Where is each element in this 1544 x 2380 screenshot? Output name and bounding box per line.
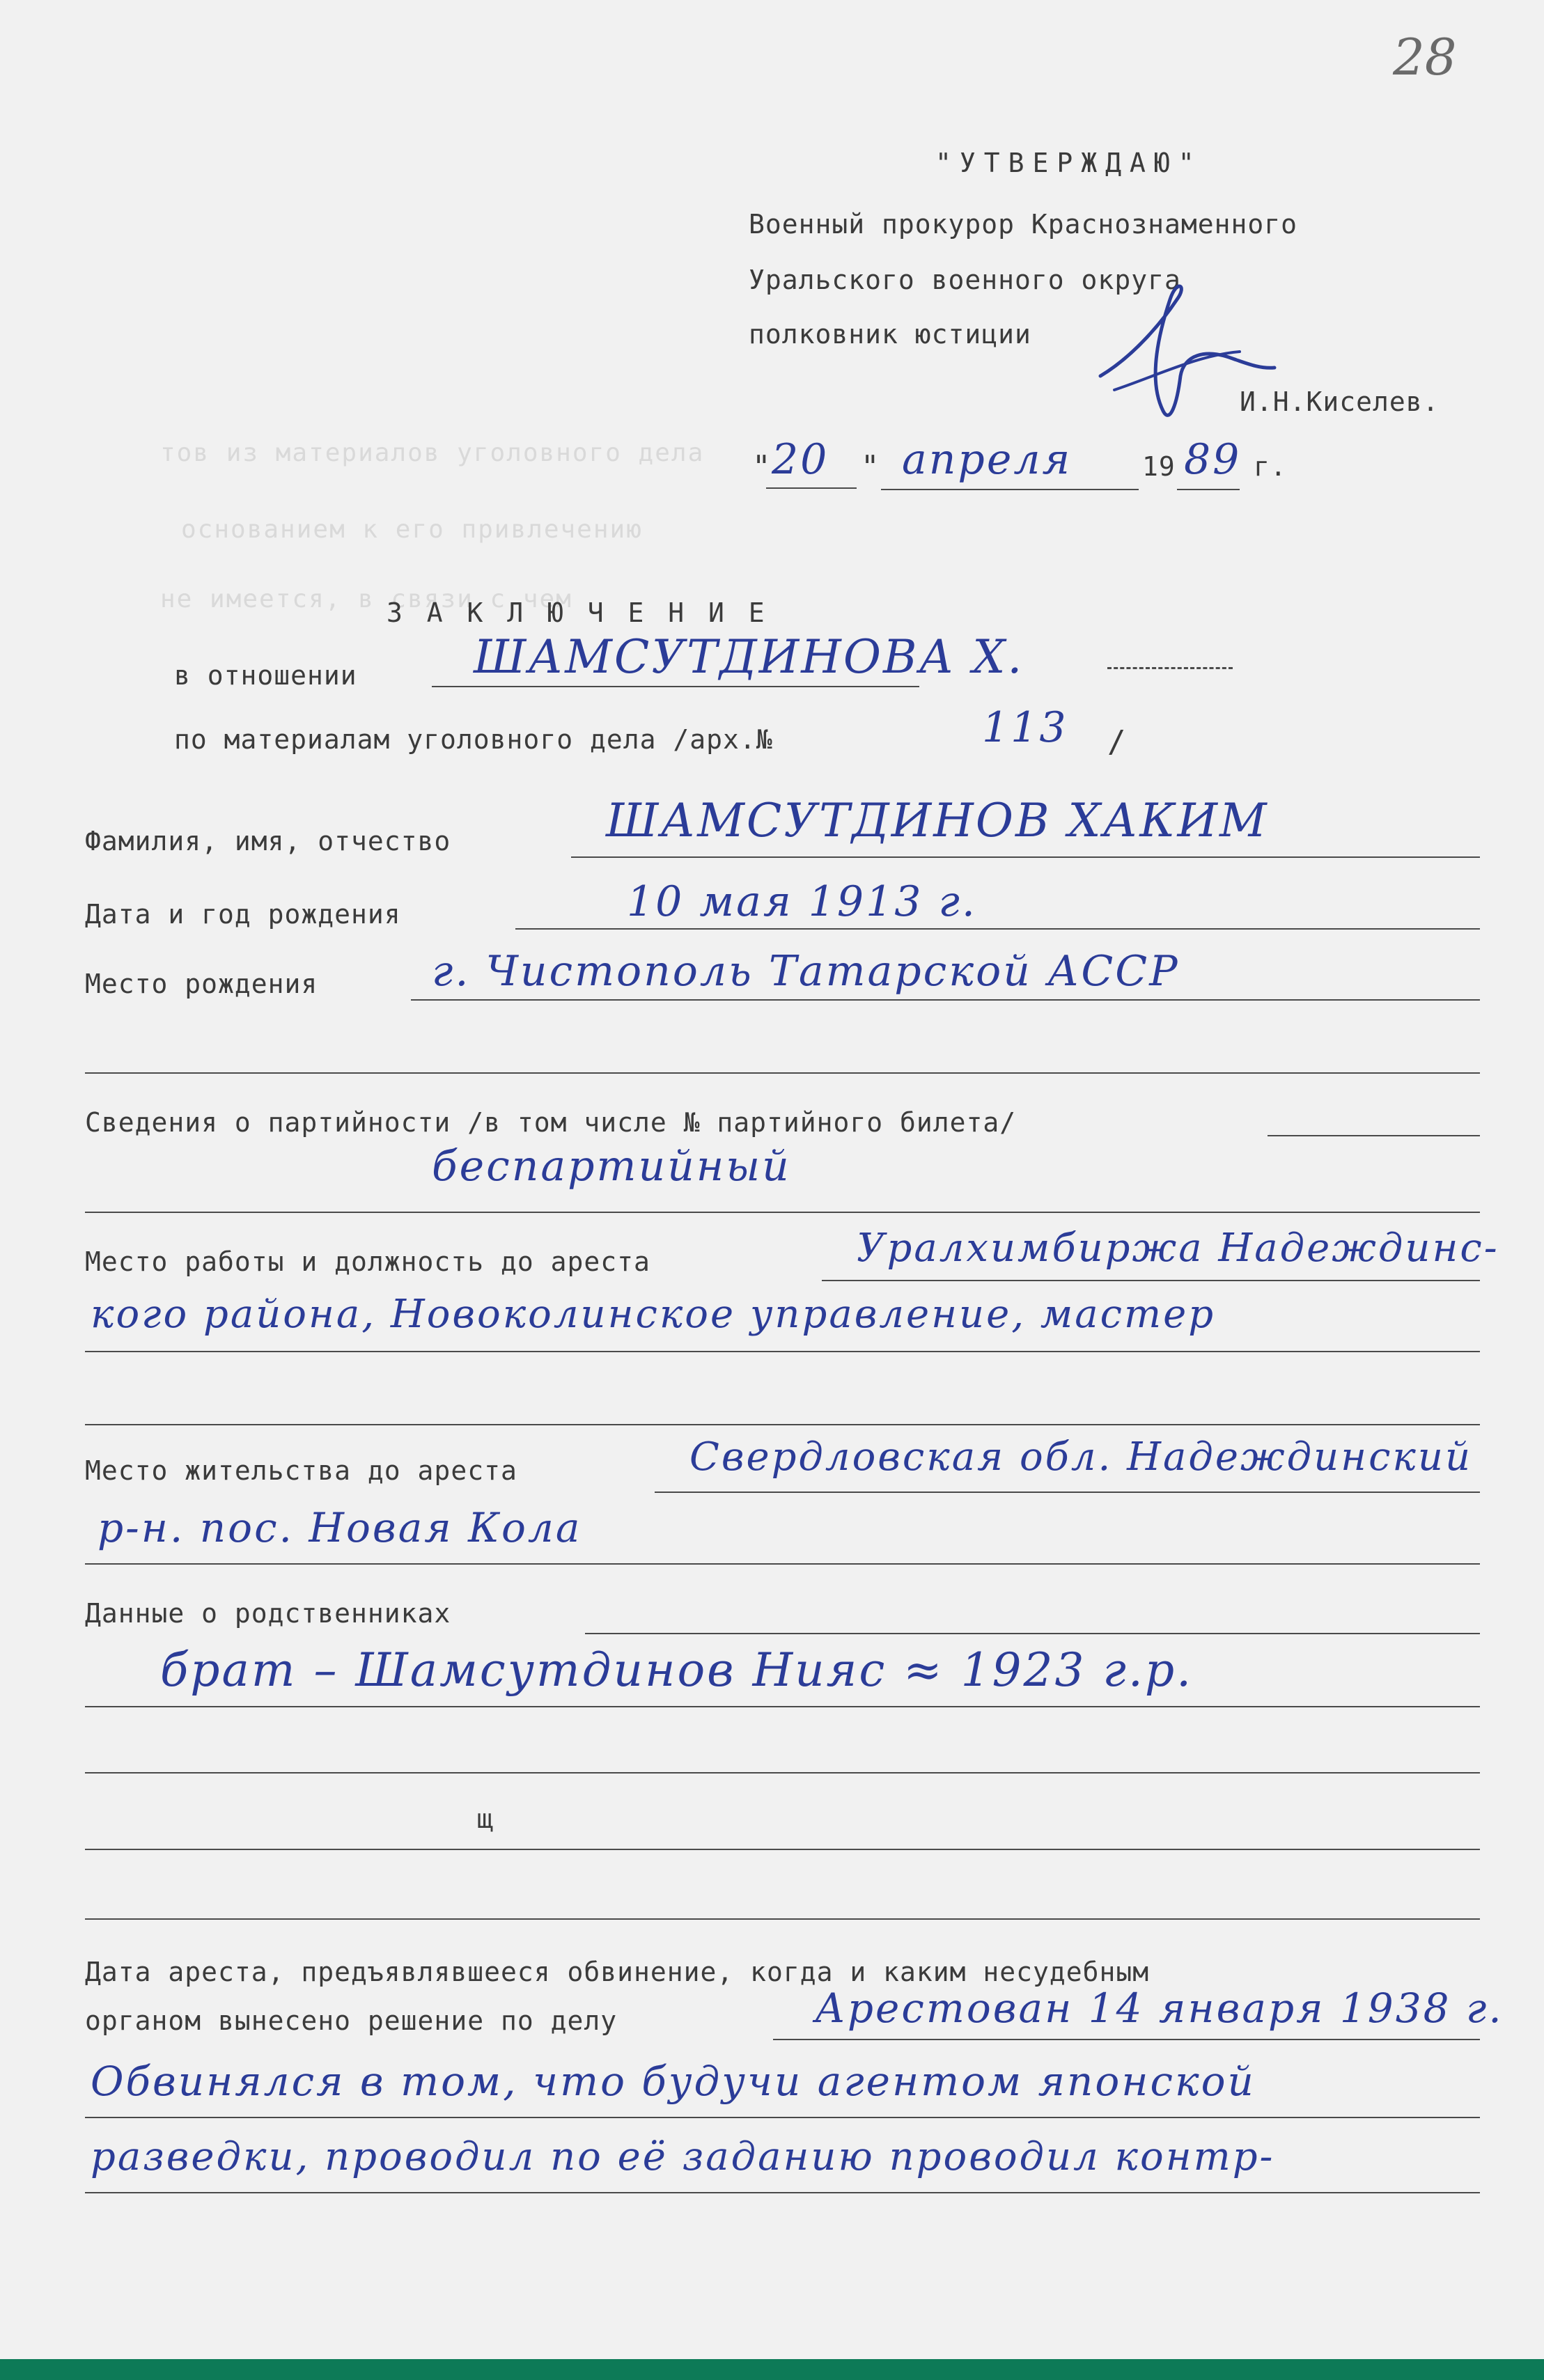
date-year-prefix: 19 <box>1142 451 1176 482</box>
relatives-value: брат – Шамсутдинов Нияс ≈ 1923 г.р. <box>160 1643 1194 1697</box>
relatives-label: Данные о родственниках <box>85 1598 451 1629</box>
document-title: З А К Л Ю Ч Е Н И Е <box>387 597 769 628</box>
approval-line-3: полковник юстиции <box>749 319 1031 350</box>
date-month: апреля <box>902 435 1073 484</box>
approval-signer: И.Н.Киселев. <box>1240 386 1440 417</box>
case-label: по материалам уголовного дела /арх.№ <box>174 724 773 755</box>
case-number: 113 <box>982 703 1068 752</box>
bleed-through: основанием к его привлечению <box>181 515 643 544</box>
work-line-3 <box>85 1424 1480 1425</box>
relatives-line-5 <box>85 1918 1480 1920</box>
date-year-suffix: 89 <box>1184 435 1242 484</box>
arrest-value-1: Арестован 14 января 1938 г. <box>815 1984 1504 2032</box>
in-relation-dash <box>1107 667 1233 669</box>
party-label: Сведения о партийности /в том числе № партийного билета/ <box>85 1107 1017 1138</box>
in-relation-label: в отношении <box>174 660 357 691</box>
work-line-1 <box>822 1280 1480 1281</box>
date-year-end: г. <box>1254 451 1287 482</box>
stray-character: щ <box>477 1803 494 1834</box>
arrest-line-3 <box>85 2192 1480 2193</box>
case-close: / <box>1107 724 1127 760</box>
work-value-2: кого района, Новоколинское управление, мастер <box>91 1292 1216 1337</box>
fio-value: ШАМСУТДИНОВ ХАКИМ <box>606 794 1269 847</box>
work-value-1: Уралхимбиржа Надеждинс- <box>857 1226 1499 1271</box>
party-line-tail <box>1268 1135 1480 1136</box>
pob-line <box>411 999 1480 1001</box>
date-close-quote: " <box>861 449 880 485</box>
fio-line <box>571 856 1480 858</box>
bleed-through: не имеется, в связи с чем <box>160 585 572 613</box>
residence-value-2: р-н. пос. Новая Кола <box>98 1504 582 1551</box>
date-open-quote: " <box>752 449 772 485</box>
relatives-line-4 <box>85 1849 1480 1850</box>
residence-value-1: Свердловская обл. Надеждинский <box>689 1434 1473 1480</box>
arrest-label-1: Дата ареста, предъявлявшееся обвинение, когда и каким несудебным <box>85 1957 1150 1987</box>
arrest-line-1 <box>773 2039 1480 2040</box>
residence-label: Место жительства до ареста <box>85 1455 517 1486</box>
pob-value: г. Чистополь Татарской АССР <box>432 947 1180 996</box>
party-line <box>85 1212 1480 1213</box>
date-year-line <box>1177 489 1240 490</box>
scan-background-strip <box>0 2359 1544 2380</box>
work-line-2 <box>85 1351 1480 1352</box>
party-value: беспартийный <box>432 1142 791 1191</box>
approval-title: "УТВЕРЖДАЮ" <box>935 148 1203 178</box>
arrest-value-3: разведки, проводил по её заданию проводил контр- <box>91 2134 1275 2179</box>
archive-page-number: 28 <box>1393 28 1457 86</box>
pob-label: Место рождения <box>85 969 318 999</box>
approval-line-1: Военный прокурор Краснознаменного <box>749 209 1297 240</box>
residence-line-1 <box>655 1492 1480 1493</box>
work-label: Место работы и должность до ареста <box>85 1246 650 1277</box>
relatives-line-1 <box>585 1633 1480 1634</box>
date-day: 20 <box>772 435 829 484</box>
dob-line <box>515 928 1480 930</box>
relatives-line-3 <box>85 1772 1480 1774</box>
dob-label: Дата и год рождения <box>85 899 401 930</box>
in-relation-value: ШАМСУТДИНОВА Х. <box>474 630 1024 684</box>
relatives-line-2 <box>85 1706 1480 1707</box>
arrest-line-2 <box>85 2117 1480 2118</box>
residence-line-2 <box>85 1563 1480 1565</box>
date-month-line <box>881 489 1139 490</box>
dob-value: 10 мая 1913 г. <box>627 877 977 926</box>
approval-line-2: Уральского военного округа <box>749 265 1181 295</box>
in-relation-line <box>432 686 919 687</box>
pob-line-2 <box>85 1072 1480 1074</box>
arrest-value-2: Обвинялся в том, что будучи агентом японской <box>91 2058 1256 2105</box>
fio-label: Фамилия, имя, отчество <box>85 826 451 856</box>
arrest-label-2: органом вынесено решение по делу <box>85 2005 618 2036</box>
bleed-through: тов из материалов уголовного дела <box>160 439 705 467</box>
date-day-line <box>766 487 857 489</box>
